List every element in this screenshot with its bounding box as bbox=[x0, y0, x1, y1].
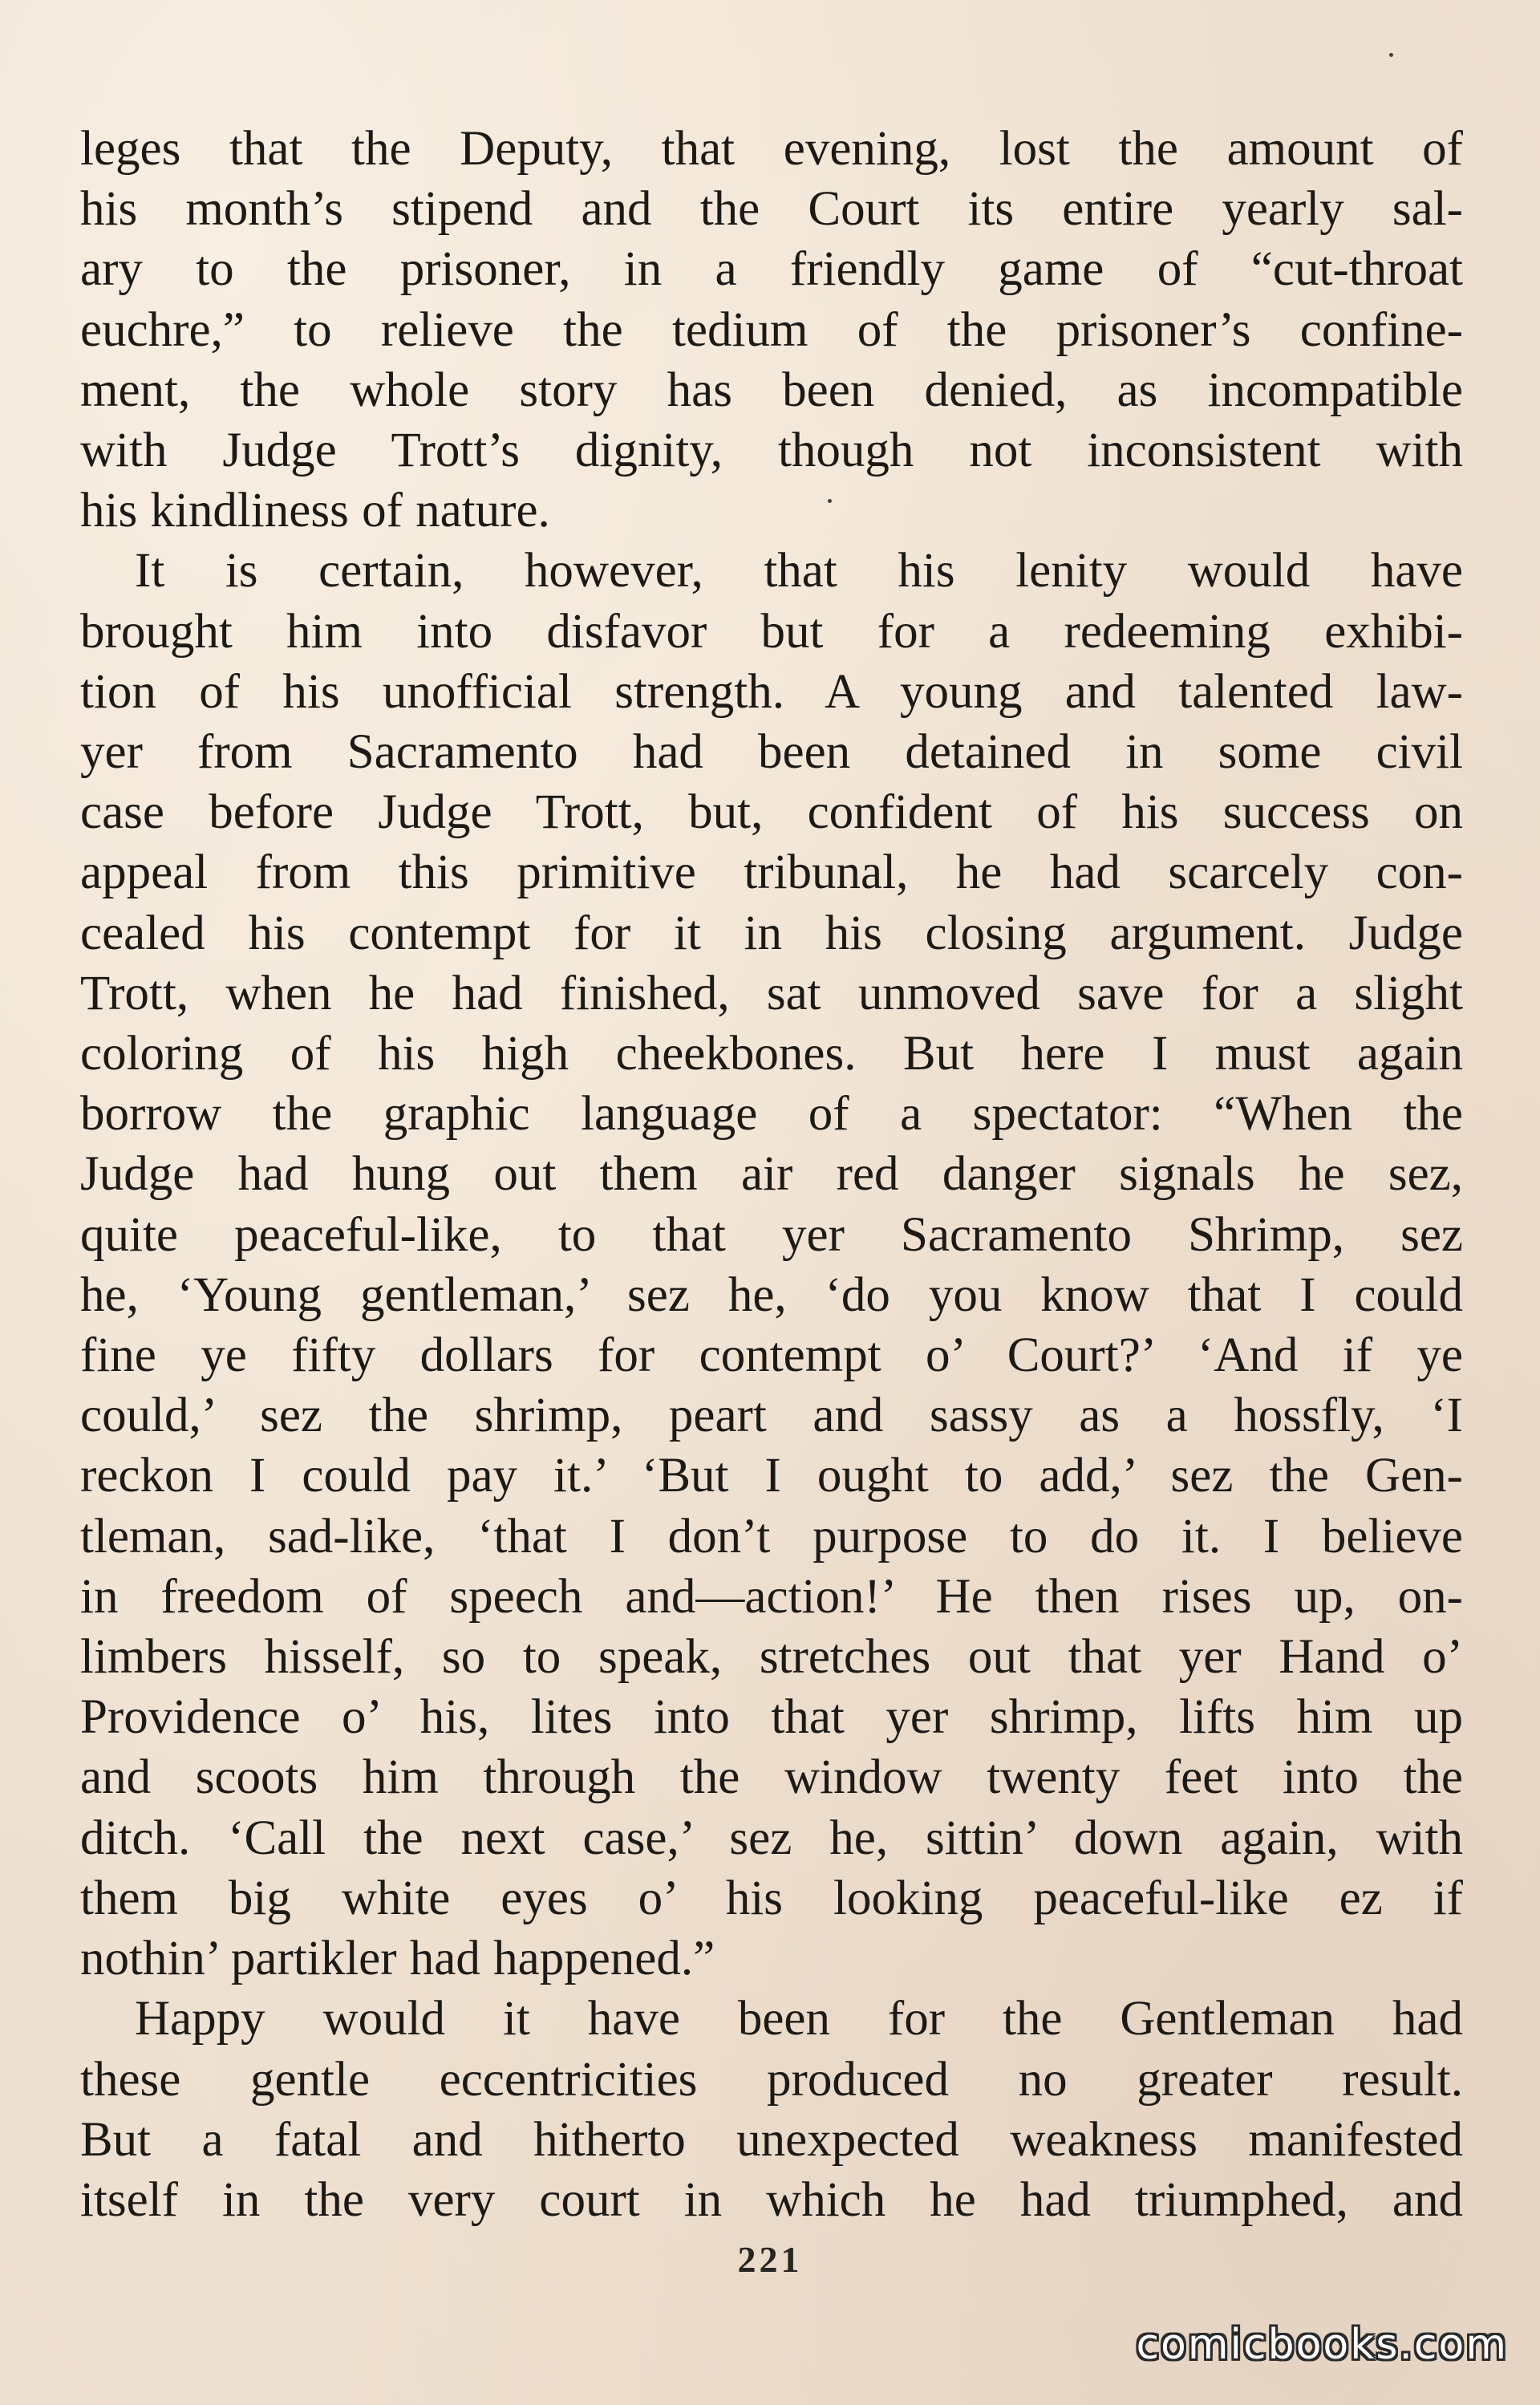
text-line: them big white eyes o’ his looking peaceful-like ez if bbox=[80, 1871, 1463, 1925]
text-line: his kindliness of nature. bbox=[80, 484, 550, 538]
text-line: yer from Sacramento had been detained in some civil bbox=[80, 725, 1463, 780]
text-line: reckon I could pay it.’ ‘But I ought to add,’ sez the Gen- bbox=[80, 1449, 1463, 1503]
text-line: itself in the very court in which he had triumphed, and bbox=[80, 2172, 1463, 2227]
text-line: his month’s stipend and the Court its entire yearly sal- bbox=[80, 182, 1463, 237]
text-line: brought him into disfavor but for a redeeming exhibi- bbox=[80, 604, 1463, 659]
text-line: coloring of his high cheekbones. But here I must again bbox=[80, 1027, 1463, 1081]
text-line: Trott, when he had finished, sat unmoved save for a slight bbox=[80, 966, 1463, 1020]
text-line: Happy would it have been for the Gentleman had bbox=[135, 1992, 1463, 2046]
text-line: ment, the whole story has been denied, as incompatible bbox=[80, 363, 1463, 417]
text-line: leges that the Deputy, that evening, lost the amount of bbox=[80, 122, 1463, 176]
text-line: borrow the graphic language of a spectator: “When the bbox=[80, 1087, 1463, 1142]
watermark: comicbooks.com bbox=[1136, 2321, 1508, 2369]
text-line: limbers hisself, so to speak, stretches out that yer Hand o’ bbox=[80, 1630, 1463, 1685]
page-number: 221 bbox=[737, 2239, 803, 2280]
page-text bbox=[80, 119, 1463, 2230]
text-line: and scoots him through the window twenty feet into the bbox=[80, 1750, 1463, 1805]
text-line: tleman, sad-like, ‘that I don’t purpose to do it. I believe bbox=[80, 1509, 1463, 1563]
text-line: fine ye fifty dollars for contempt o’ Court?’ ‘And if ye bbox=[80, 1328, 1463, 1383]
paragraph-3 bbox=[80, 1989, 1463, 2230]
text-line: with Judge Trott’s dignity, though not inconsistent with bbox=[80, 424, 1463, 478]
text-line: euchre,” to relieve the tedium of the prisoner’s confine- bbox=[80, 302, 1463, 357]
text-line: But a fatal and hitherto unexpected weakness manifested bbox=[80, 2112, 1463, 2167]
text-line: It is certain, however, that his lenity would have bbox=[135, 544, 1463, 598]
text-line: these gentle eccentricities produced no greater result. bbox=[80, 2052, 1463, 2107]
text-line: tion of his unofficial strength. A young and talented law- bbox=[80, 664, 1463, 719]
paragraph-1 bbox=[80, 119, 1463, 541]
text-line: quite peaceful-like, to that yer Sacramento Shrimp, sez bbox=[80, 1207, 1463, 1262]
text-line: in freedom of speech and—action!’ He then rises up, on- bbox=[80, 1569, 1463, 1624]
text-line: ditch. ‘Call the next case,’ sez he, sittin’ down again, with bbox=[80, 1811, 1463, 1865]
paper-speck bbox=[828, 499, 832, 503]
text-line: appeal from this primitive tribunal, he had scarcely con- bbox=[80, 846, 1463, 900]
text-line: Providence o’ his, lites into that yer shrimp, lifts him up bbox=[80, 1690, 1463, 1745]
text-line: he, ‘Young gentleman,’ sez he, ‘do you know that I could bbox=[80, 1267, 1463, 1322]
paper-speck bbox=[1389, 53, 1393, 57]
text-line: Judge had hung out them air red danger signals he sez, bbox=[80, 1147, 1463, 1202]
paragraph-2 bbox=[80, 541, 1463, 1989]
text-line: case before Judge Trott, but, confident of his success on bbox=[80, 785, 1463, 840]
text-line: could,’ sez the shrimp, peart and sassy as a hossfly, ‘I bbox=[80, 1389, 1463, 1443]
text-line: ary to the prisoner, in a friendly game of “cut-throat bbox=[80, 242, 1463, 297]
text-line: cealed his contempt for it in his closing argument. Judge bbox=[80, 906, 1463, 960]
text-line: nothin’ partikler had happened.” bbox=[80, 1932, 715, 1986]
